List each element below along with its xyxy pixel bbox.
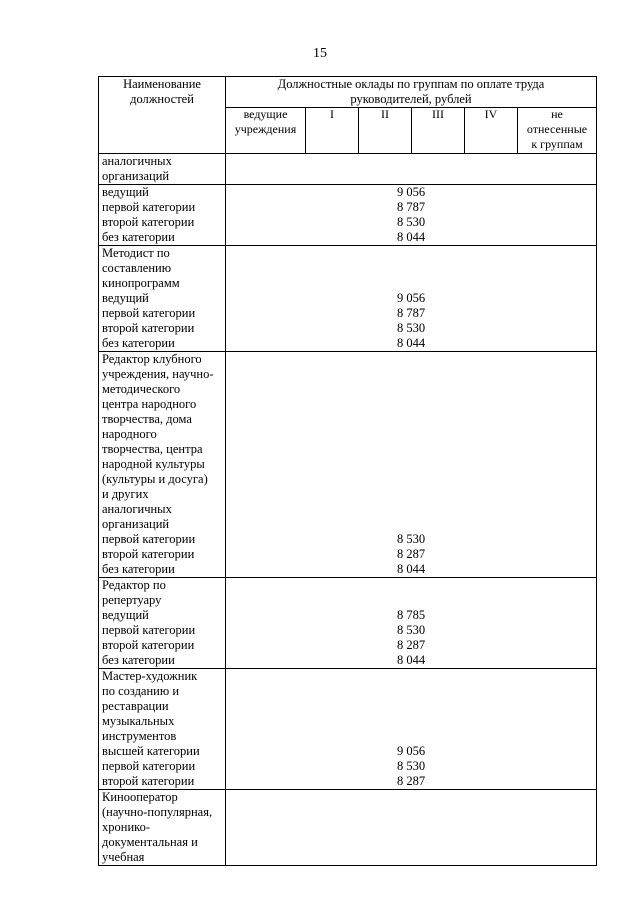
position-name-line: репертуару (102, 593, 162, 607)
salary-value: 8 530 (396, 759, 426, 773)
salary-value: 8 287 (396, 638, 426, 652)
salary-value (229, 472, 593, 487)
position-name-cell (99, 578, 226, 669)
position-name-line: Кинооператор (102, 790, 178, 804)
table-row (99, 790, 597, 866)
salary-value (229, 517, 593, 532)
position-name-line: Мастер-художник (102, 669, 198, 683)
position-name-line: методического (102, 382, 181, 396)
salary-value (229, 382, 593, 397)
position-name-line: кинопрограмм (102, 276, 180, 290)
salary-value: 8 530 (396, 623, 426, 637)
position-name-line: второй категории (102, 215, 195, 229)
position-name-line: первой категории (102, 532, 196, 546)
salary-value (229, 442, 593, 457)
salary-value-cell (226, 790, 597, 866)
salary-value (229, 714, 593, 729)
salary-value (229, 699, 593, 714)
salary-value (229, 276, 593, 291)
position-name-line: аналогичных (102, 154, 172, 168)
salary-value: 9 056 (396, 744, 426, 758)
table-row (99, 185, 597, 246)
position-name-line: ведущий (102, 185, 149, 199)
salary-value: 8 787 (396, 200, 426, 214)
position-name-line: организаций (102, 517, 170, 531)
header-salary-groups: Должностные оклады по группам по оплате труда руководителей, рублей (226, 77, 597, 108)
salary-value-cell (226, 246, 597, 352)
position-name-cell (99, 246, 226, 352)
salary-value: 8 044 (396, 336, 426, 350)
salary-value-cell (226, 154, 597, 185)
position-name-line: центра народного (102, 397, 197, 411)
position-name-line: народного (102, 427, 157, 441)
salary-value (229, 593, 593, 608)
salary-value-cell (226, 578, 597, 669)
position-name-cell (99, 154, 226, 185)
salary-value: 8 530 (396, 215, 426, 229)
salary-value: 8 787 (396, 306, 426, 320)
position-name-line: и других (102, 487, 149, 501)
position-name-line: первой категории (102, 623, 196, 637)
salary-value: 8 044 (396, 562, 426, 576)
position-name-line: Методист по (102, 246, 170, 260)
salary-value (229, 412, 593, 427)
table-row (99, 578, 597, 669)
position-name-line: творчества, центра (102, 442, 203, 456)
position-name-line: первой категории (102, 306, 196, 320)
position-name-line: первой категории (102, 200, 196, 214)
salary-value: 8 530 (396, 532, 426, 546)
salary-value: 8 287 (396, 774, 426, 788)
salary-value (229, 487, 593, 502)
position-name-line: второй категории (102, 774, 195, 788)
table-row (99, 154, 597, 185)
salary-value (229, 457, 593, 472)
position-name-line: творчества, дома (102, 412, 192, 426)
salary-value: 9 056 (396, 185, 426, 199)
position-name-line: (культуры и досуга) (102, 472, 208, 486)
salary-value (229, 261, 593, 276)
position-name-line: ведущий (102, 291, 149, 305)
header-position-name: Наименование должностей (99, 77, 226, 154)
salary-value: 8 530 (396, 321, 426, 335)
position-name-line: второй категории (102, 638, 195, 652)
header-group-1: I (306, 108, 359, 154)
salary-value (229, 729, 593, 744)
position-name-line: учреждения, научно- (102, 367, 214, 381)
salary-value (229, 502, 593, 517)
position-name-line: составлению (102, 261, 172, 275)
position-name-line: инструментов (102, 729, 177, 743)
position-name-line: народной культуры (102, 457, 205, 471)
salary-value: 8 287 (396, 547, 426, 561)
salary-value-cell (226, 669, 597, 790)
position-name-line: учебная (102, 850, 145, 864)
table-row (99, 246, 597, 352)
salary-value (229, 367, 593, 382)
salary-value (229, 246, 593, 261)
position-name-cell (99, 185, 226, 246)
position-name-line: Редактор по (102, 578, 166, 592)
position-name-line: организаций (102, 169, 170, 183)
position-name-line: хронико- (102, 820, 150, 834)
position-name-line: аналогичных (102, 502, 172, 516)
position-name-cell (99, 352, 226, 578)
table-row (99, 669, 597, 790)
salary-value: 8 044 (396, 230, 426, 244)
header-not-assigned: не отнесенные к группам (518, 108, 597, 154)
header-leading-institutions: ведущие учреждения (226, 108, 306, 154)
salary-value (229, 684, 593, 699)
position-name-line: без категории (102, 562, 175, 576)
page-number: 15 (313, 46, 327, 61)
table-row (99, 352, 597, 578)
header-group-3: III (412, 108, 465, 154)
salary-value (229, 352, 593, 367)
position-name-line: без категории (102, 230, 175, 244)
salary-table (98, 76, 597, 866)
salary-value (229, 578, 593, 593)
salary-value (229, 397, 593, 412)
salary-value-cell (226, 352, 597, 578)
position-name-line: Редактор клубного (102, 352, 202, 366)
position-name-line: второй категории (102, 321, 195, 335)
salary-value-cell (226, 185, 597, 246)
position-name-line: (научно-популярная, (102, 805, 213, 819)
position-name-line: первой категории (102, 759, 196, 773)
salary-value: 8 785 (396, 608, 426, 622)
position-name-line: реставрации (102, 699, 169, 713)
table-body (99, 154, 597, 866)
position-name-cell (99, 790, 226, 866)
position-name-line: высшей категории (102, 744, 200, 758)
position-name-line: музыкальных (102, 714, 175, 728)
position-name-line: ведущий (102, 608, 149, 622)
position-name-line: без категории (102, 653, 175, 667)
header-group-2: II (359, 108, 412, 154)
salary-value: 8 044 (396, 653, 426, 667)
header-group-4: IV (465, 108, 518, 154)
position-name-line: второй категории (102, 547, 195, 561)
position-name-cell (99, 669, 226, 790)
position-name-line: без категории (102, 336, 175, 350)
position-name-line: по созданию и (102, 684, 180, 698)
salary-value: 9 056 (396, 291, 426, 305)
salary-value (229, 669, 593, 684)
position-name-line: документальная и (102, 835, 198, 849)
salary-value (229, 427, 593, 442)
